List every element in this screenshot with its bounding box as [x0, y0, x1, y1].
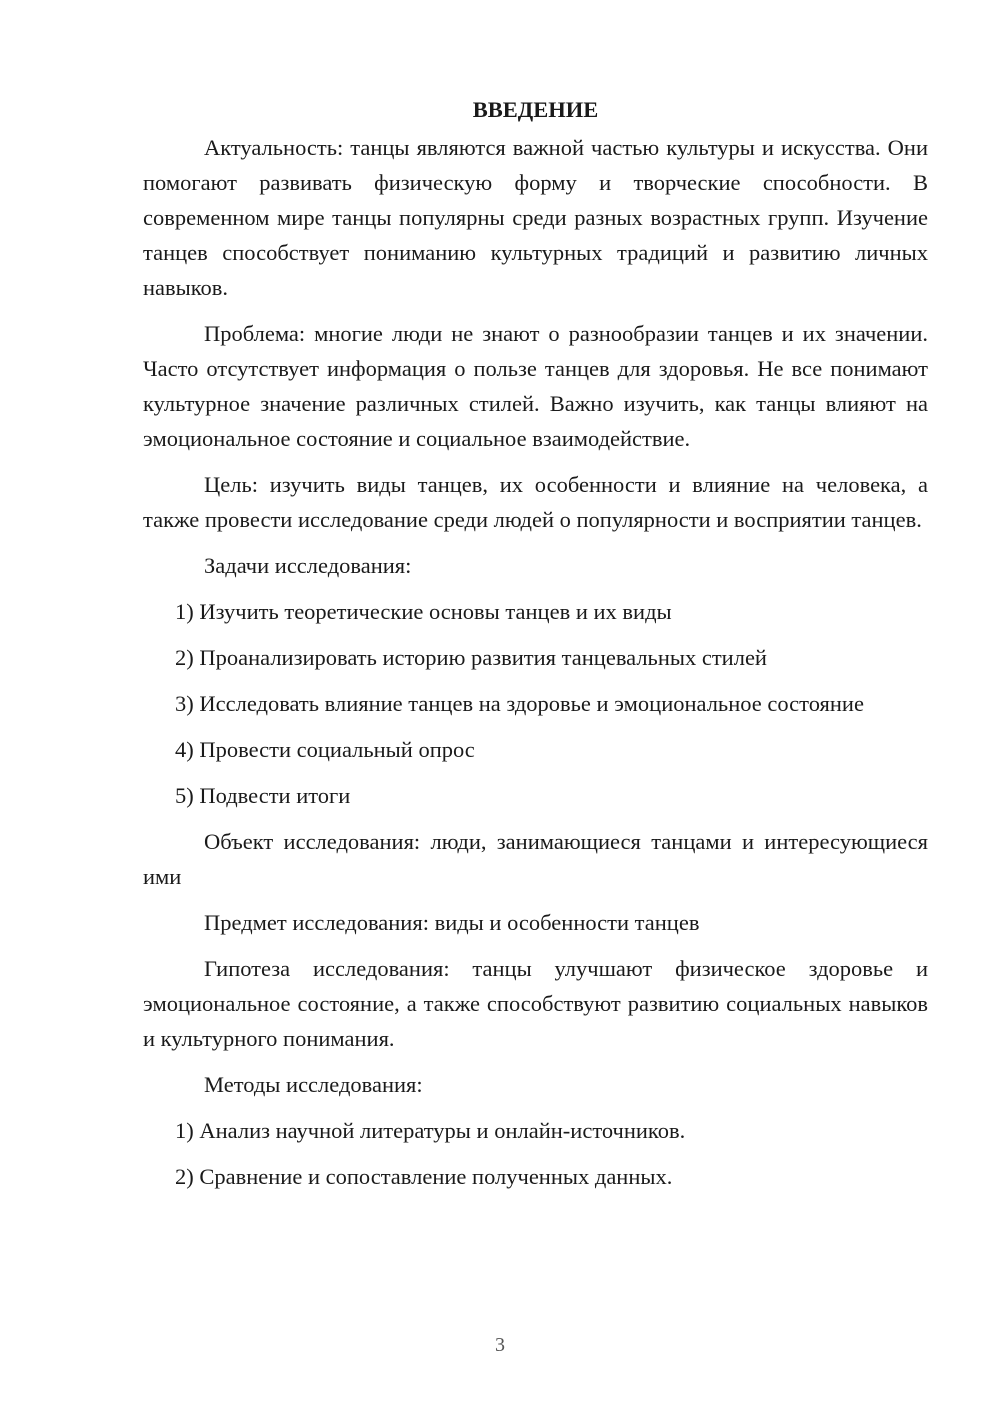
- paragraph-object: Объект исследования: люди, занимающиеся танцами и интересующиеся ими: [143, 829, 928, 889]
- paragraph-goal: Цель: изучить виды танцев, их особенности и влияние на человека, а также провести исследование среди людей о популярности и восприятии танцев.: [143, 472, 928, 532]
- page-content: [143, 92, 928, 1205]
- paragraph-subject: Предмет исследования: виды и особенности танцев: [204, 910, 700, 935]
- paragraph-relevance: Актуальность: танцы являются важной частью культуры и искусства. Они помогают развивать физическую форму и творческие способности. В современном мире танцы популярны среди разных возрастных групп. Изучение танцев способствует пониманию культурных традиций и развитию личных навыков.: [143, 135, 928, 300]
- section-heading: ВВЕДЕНИЕ: [472, 97, 599, 122]
- list-item-task-3: 3) Исследовать влияние танцев на здоровье и эмоциональное состояние: [175, 691, 864, 716]
- methods-list: [143, 1113, 928, 1194]
- page-number: 3: [495, 1334, 505, 1356]
- list-item-task-4: 4) Провести социальный опрос: [175, 737, 475, 762]
- tasks-list: [143, 594, 928, 813]
- paragraph-tasks-title: Задачи исследования:: [204, 553, 412, 578]
- list-item-method-2: 2) Сравнение и сопоставление полученных данных.: [175, 1164, 673, 1189]
- paragraph-problem: Проблема: многие люди не знают о разнообразии танцев и их значении. Часто отсутствует информация о пользе танцев для здоровья. Не все понимают культурное значение различных стилей. Важно изучить, как танцы влияют на эмоциональное состояние и социальное взаимодействие.: [143, 321, 928, 451]
- list-item-task-2: 2) Проанализировать историю развития танцевальных стилей: [175, 645, 767, 670]
- paragraph-methods-title: Методы исследования:: [204, 1072, 423, 1097]
- paragraph-hypothesis: Гипотеза исследования: танцы улучшают физическое здоровье и эмоциональное состояние, а также способствуют развитию социальных навыков и культурного понимания.: [143, 956, 928, 1051]
- list-item-task-1: 1) Изучить теоретические основы танцев и их виды: [175, 599, 672, 624]
- list-item-method-1: 1) Анализ научной литературы и онлайн-источников.: [175, 1118, 686, 1143]
- list-item-task-5: 5) Подвести итоги: [175, 783, 351, 808]
